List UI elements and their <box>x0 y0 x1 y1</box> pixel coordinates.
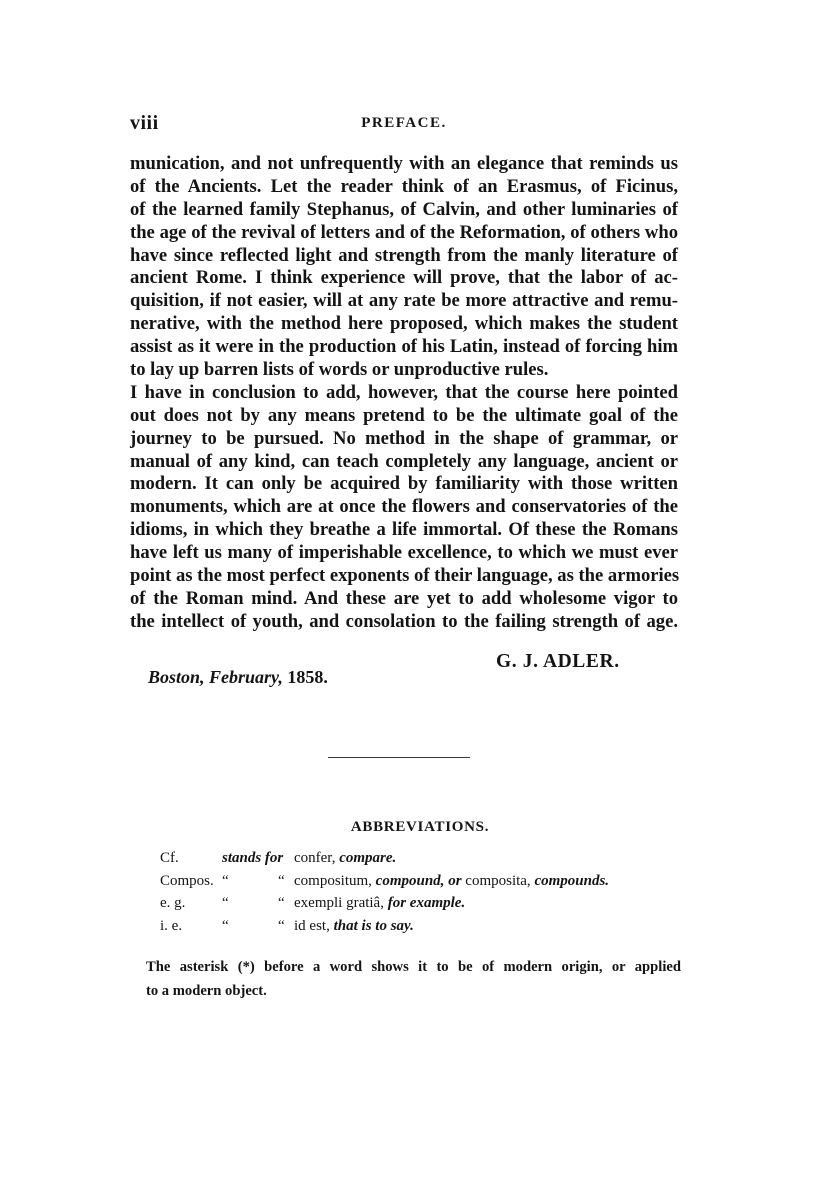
page-number: viii <box>130 112 159 134</box>
latin-term: id est, <box>294 917 330 934</box>
latin-term: exempli gratiâ, <box>294 895 384 911</box>
english-term: compounds. <box>534 872 610 889</box>
english-term: compare. <box>339 850 397 866</box>
author-name: G. J. ADLER. <box>496 651 620 672</box>
body-line: idioms, in which they breathe a life immortal. Of these the Romans <box>130 519 678 541</box>
ditto-mark: “ <box>222 895 229 911</box>
abbreviation-key: Cf. <box>160 850 179 866</box>
body-line: the intellect of youth, and consolation to the failing strength of age. <box>130 610 678 632</box>
abbreviation-definition <box>294 918 414 935</box>
body-line: journey to be pursued. No method in the shape of grammar, or <box>130 427 678 449</box>
body-line: munication, and not unfrequently with an elegance that reminds us <box>130 153 678 174</box>
body-line: monuments, which are at once the flowers and conservatories of the <box>130 496 678 518</box>
ditto-mark: “ <box>278 895 285 911</box>
abbreviation-definition <box>294 895 465 912</box>
date-year: 1858. <box>287 667 328 687</box>
or-word: or <box>448 872 462 889</box>
english-term: compound, <box>375 872 445 889</box>
date-month: February, <box>209 667 283 687</box>
asterisk-note <box>146 955 681 1003</box>
abbreviation-key: e. g. <box>160 895 186 911</box>
author-signature <box>496 651 620 673</box>
body-line: manual of any kind, can teach completely any language, ancient or <box>130 450 678 472</box>
body-line: have since reflected light and strength from the manly literature of <box>130 244 678 266</box>
ditto-mark: “ <box>278 872 285 889</box>
body-line: have left us many of imperishable excellence, to which we must ever <box>130 542 678 564</box>
abbreviations-title: ABBREVIATIONS. <box>350 819 490 835</box>
note-line: to a modern object. <box>146 983 267 999</box>
body-line: of the Ancients. Let the reader think of an Erasmus, of Ficinus, <box>130 175 678 197</box>
running-title: PREFACE. <box>361 115 447 131</box>
ditto-mark: “ <box>278 917 285 934</box>
place-name: Boston, <box>148 667 205 687</box>
body-line: quisition, if not easier, will at any rate be more attractive and remu- <box>130 290 678 312</box>
abbreviation-key: i. e. <box>160 917 183 934</box>
body-line: out does not by any means pretend to be the ultimate goal of the <box>130 404 678 426</box>
latin-term: confer, <box>294 850 336 866</box>
section-divider <box>328 757 470 758</box>
latin-term: compositum, <box>294 872 372 889</box>
body-line: to lay up barren lists of words or unproductive rules. <box>130 359 549 381</box>
body-line: ancient Rome. I think experience will prove, that the labor of ac- <box>130 267 678 289</box>
abbreviation-key: Compos. <box>160 872 214 889</box>
place-date <box>148 667 328 688</box>
body-line: of the Roman mind. And these are yet to add wholesome vigor to <box>130 587 678 609</box>
note-line: The asterisk (*) before a word shows it to be of modern origin, or applied <box>146 959 681 975</box>
running-head <box>130 112 678 140</box>
body-line: assist as it were in the production of his Latin, instead of forcing him <box>130 336 678 358</box>
latin-term: composita, <box>465 872 531 889</box>
abbreviation-definition <box>294 873 609 890</box>
preface-body <box>130 153 678 634</box>
body-line: of the learned family Stephanus, of Calvin, and other luminaries of <box>130 198 678 220</box>
body-line: point as the most perfect exponents of their language, as the armories <box>130 565 680 587</box>
stands-for-label: stands for <box>222 850 284 866</box>
ditto-mark: “ <box>222 872 229 889</box>
body-line: modern. It can only be acquired by familiarity with those written <box>130 473 678 495</box>
body-line: I have in conclusion to add, however, that the course here pointed <box>130 381 678 403</box>
abbreviation-definition <box>294 850 396 867</box>
body-line: nerative, with the method here proposed, which makes the student <box>130 313 678 335</box>
body-line: the age of the revival of letters and of the Reformation, of others who <box>130 221 678 243</box>
english-term: for example. <box>387 895 466 911</box>
ditto-mark: “ <box>222 917 229 934</box>
english-term: that is to say. <box>333 917 414 934</box>
